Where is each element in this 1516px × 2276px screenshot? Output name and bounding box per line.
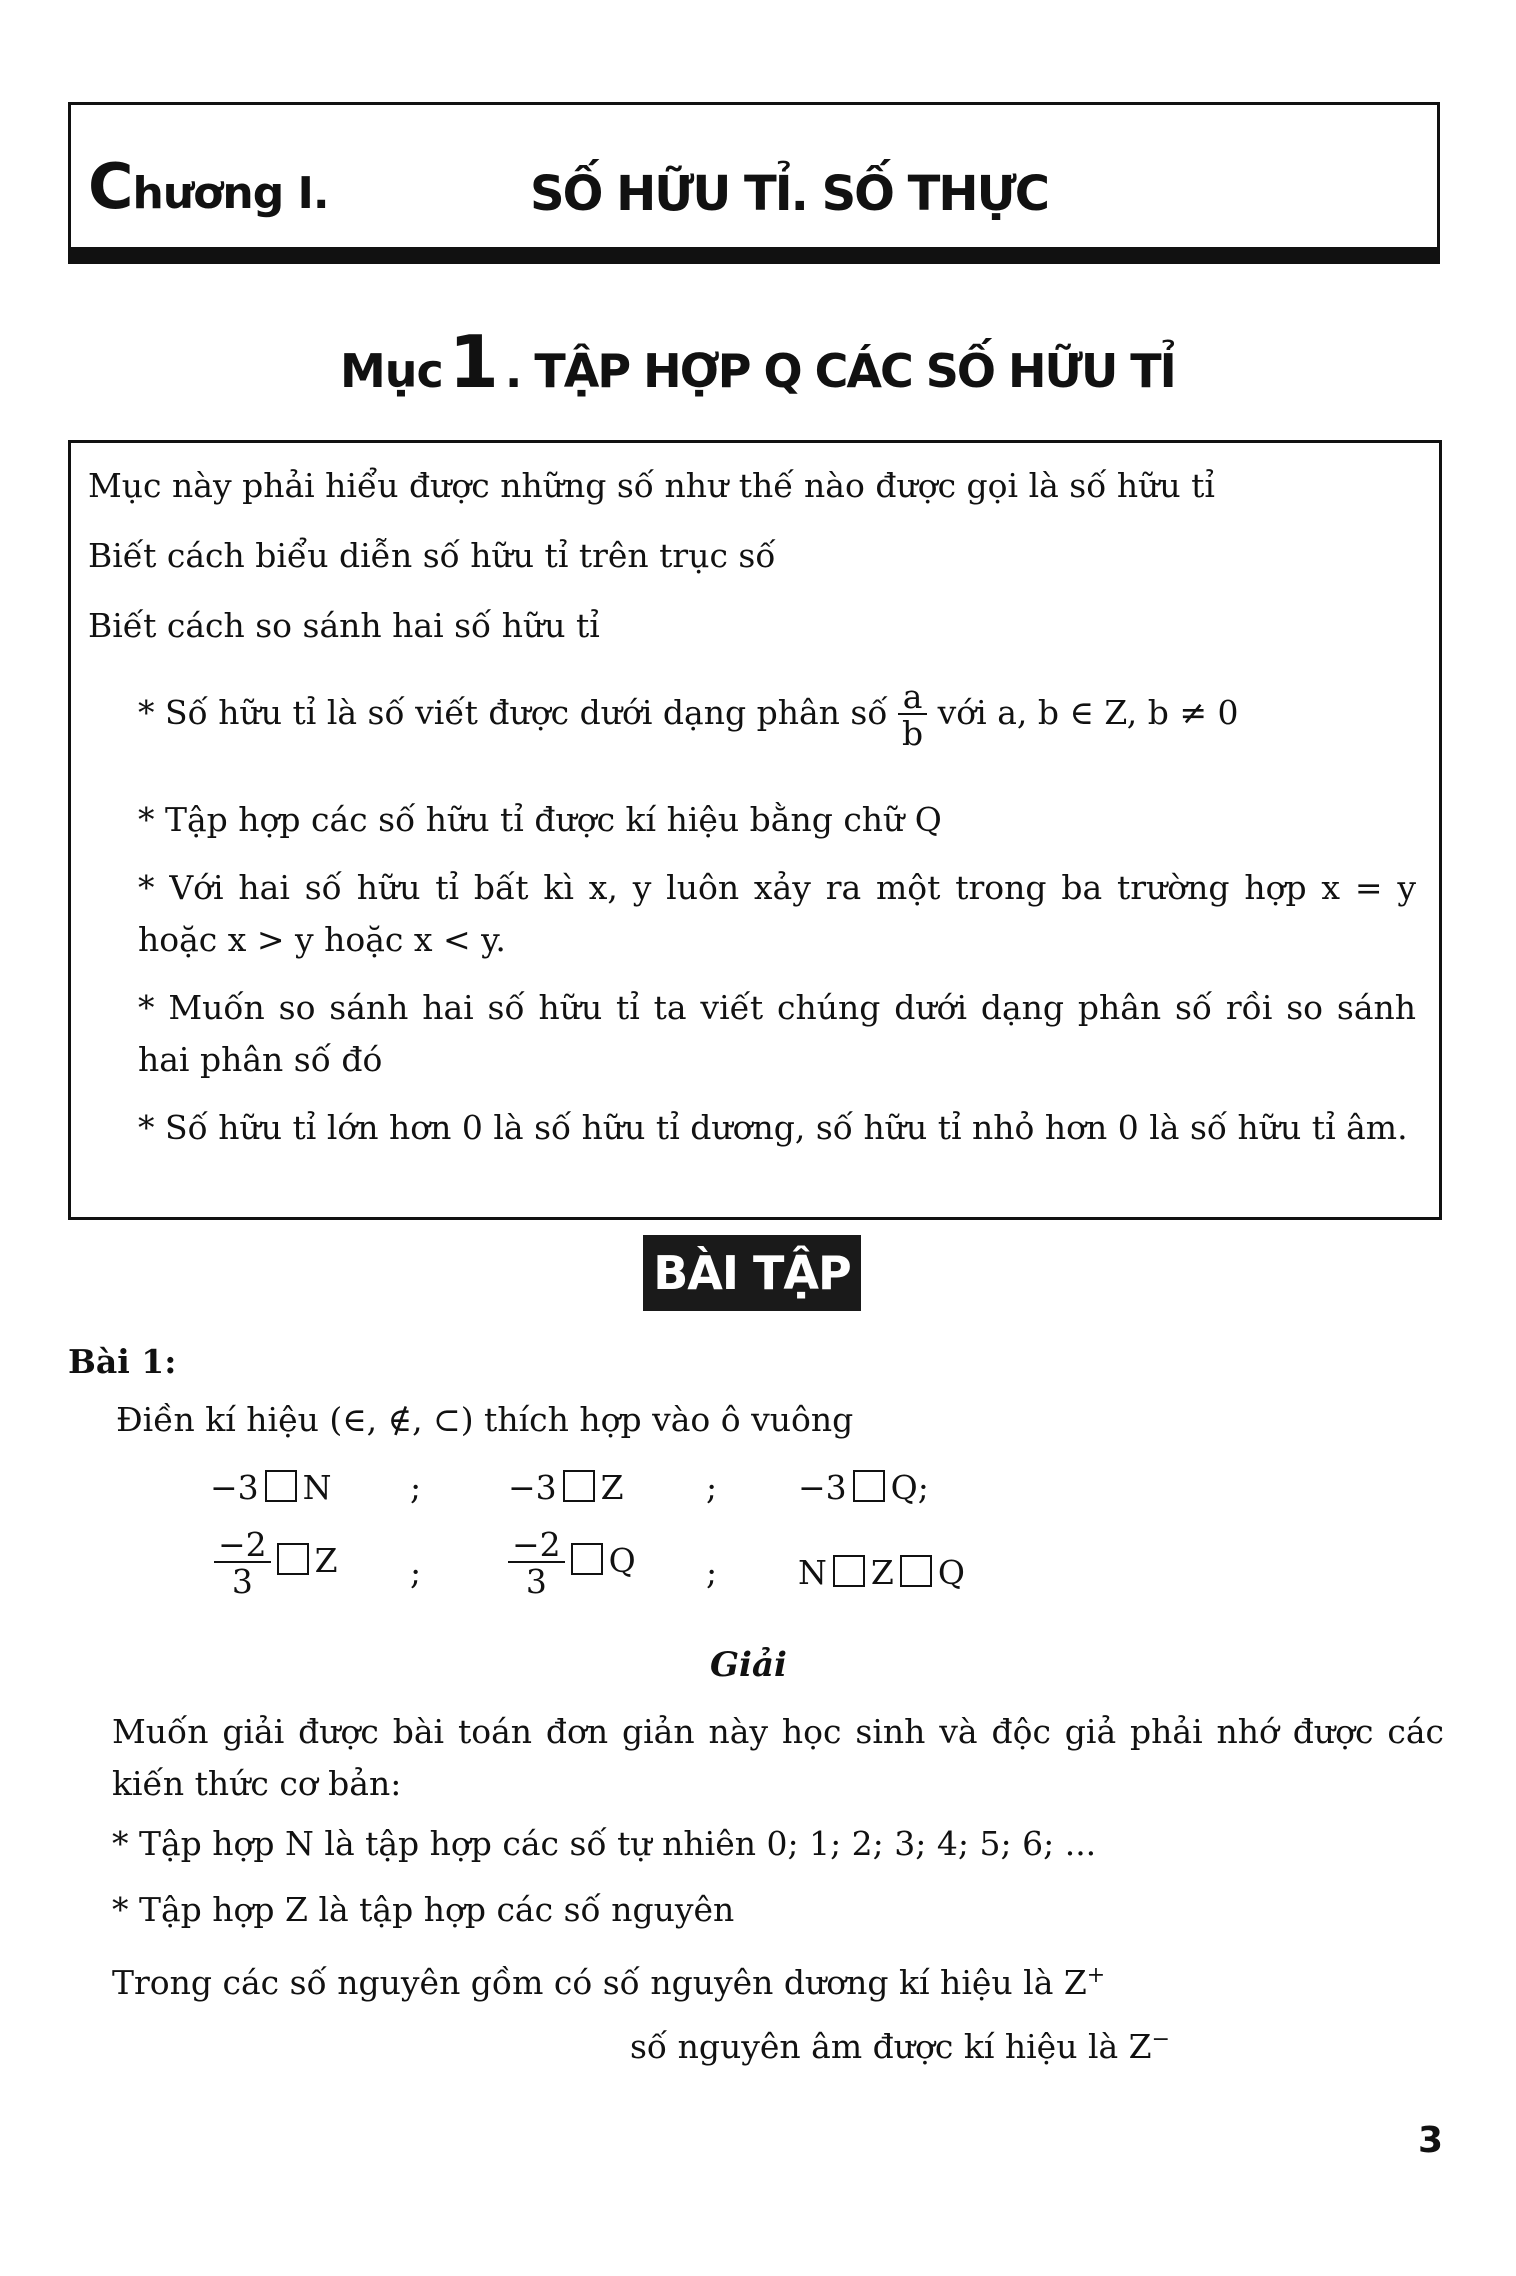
problem-instruction: Điền kí hiệu (∈, ∉, ⊂) thích hợp vào ô vuông [116,1400,854,1439]
exercise-item [798,1468,929,1508]
fraction-numerator: a [902,677,923,716]
solution-title: Giải [710,1645,787,1685]
chapter-label-initial: C [88,150,133,223]
exercise-rhs: Q [608,1541,636,1580]
chapter-label-rest: hương I. [132,168,329,219]
exercise-item [214,1525,338,1601]
answer-box[interactable] [571,1543,603,1575]
separator: ; [410,1553,422,1592]
exercise-rhs: Q; [890,1468,929,1507]
bullet-trichotomy: * Với hai số hữu tỉ bất kì x, y luôn xảy ra một trong ba trường hợp x = y hoặc x > y hoặc x < y. [138,868,1416,959]
section-title: . TẬP HỢP Q CÁC SỐ HỮU TỈ [504,344,1175,398]
bullet-definition-text: * Số hữu tỉ là số viết được dưới dạng phân số [138,693,888,732]
section-heading [340,320,1175,404]
fraction-neg-two-thirds [214,1525,271,1601]
exercise-item [508,1468,624,1508]
fraction-neg-two-thirds [508,1525,565,1601]
solution-point: * Tập hợp N là tập hợp các số tự nhiên 0; 1; 2; 3; 4; 5; 6; ... [112,1824,1097,1863]
chapter-title: SỐ HỮU TỈ. SỐ THỰC [530,166,1048,222]
bullet-sign: * Số hữu tỉ lớn hơn 0 là số hữu tỉ dương, số hữu tỉ nhỏ hơn 0 là số hữu tỉ âm. [138,1108,1408,1147]
superscript: + [1086,1963,1106,1988]
exercise-rhs: N [302,1468,332,1507]
fraction-denominator: 3 [508,1561,565,1598]
answer-box[interactable] [900,1555,932,1587]
answer-box[interactable] [277,1543,309,1575]
solution-intro: Muốn giải được bài toán đơn giản này học sinh và độc giả phải nhớ được các kiến thức cơ bản: [112,1712,1444,1803]
answer-box[interactable] [563,1470,595,1502]
exercise-lhs: −3 [210,1468,259,1507]
bullet-definition-condition: với a, b ∈ Z, b ≠ 0 [937,693,1239,732]
goal-line: Biết cách biểu diễn số hữu tỉ trên trục số [88,536,776,575]
superscript: − [1151,2027,1171,2052]
fraction-numerator: −2 [512,1525,561,1564]
separator: ; [410,1468,422,1507]
section-prefix: Mục [340,344,443,398]
exercise-item [210,1468,332,1508]
exercise-set: Z [870,1553,894,1592]
exercises-label: BÀI TẬP [643,1235,861,1311]
answer-box[interactable] [265,1470,297,1502]
problem-title: Bài 1: [68,1342,177,1381]
bullet-definition [138,677,1239,753]
exercise-set: Q [937,1553,965,1592]
exercise-item [798,1553,965,1593]
separator: ; [706,1553,718,1592]
bullet-notation: * Tập hợp các số hữu tỉ được kí hiệu bằng chữ Q [138,800,942,839]
fraction-numerator: −2 [218,1525,267,1564]
fraction-denominator: b [898,713,927,750]
solution-point: * Tập hợp Z là tập hợp các số nguyên [112,1890,735,1929]
fraction-a-over-b [898,677,927,753]
answer-box[interactable] [853,1470,885,1502]
separator: ; [706,1468,718,1507]
exercise-item [508,1525,636,1601]
exercise-lhs: −3 [798,1468,847,1507]
fraction-denominator: 3 [214,1561,271,1598]
page-number: 3 [1418,2120,1444,2161]
chapter-header-bar [68,250,1440,264]
solution-line-text: số nguyên âm được kí hiệu là Z [630,2027,1152,2066]
answer-box[interactable] [833,1555,865,1587]
exercise-set: N [798,1553,827,1592]
section-number: 1 [448,320,499,404]
exercise-lhs: −3 [508,1468,557,1507]
solution-line [630,2020,1170,2067]
goal-line: Biết cách so sánh hai số hữu tỉ [88,606,600,645]
solution-line [112,1956,1105,2003]
goal-line: Mục này phải hiểu được những số như thế nào được gọi là số hữu tỉ [88,466,1215,505]
bullet-compare: * Muốn so sánh hai số hữu tỉ ta viết chúng dưới dạng phân số rồi so sánh hai phân số đó [138,988,1416,1079]
chapter-label [88,150,329,223]
exercise-rhs: Z [314,1541,338,1580]
exercise-rhs: Z [600,1468,624,1507]
solution-line-text: Trong các số nguyên gồm có số nguyên dương kí hiệu là Z [112,1963,1087,2002]
